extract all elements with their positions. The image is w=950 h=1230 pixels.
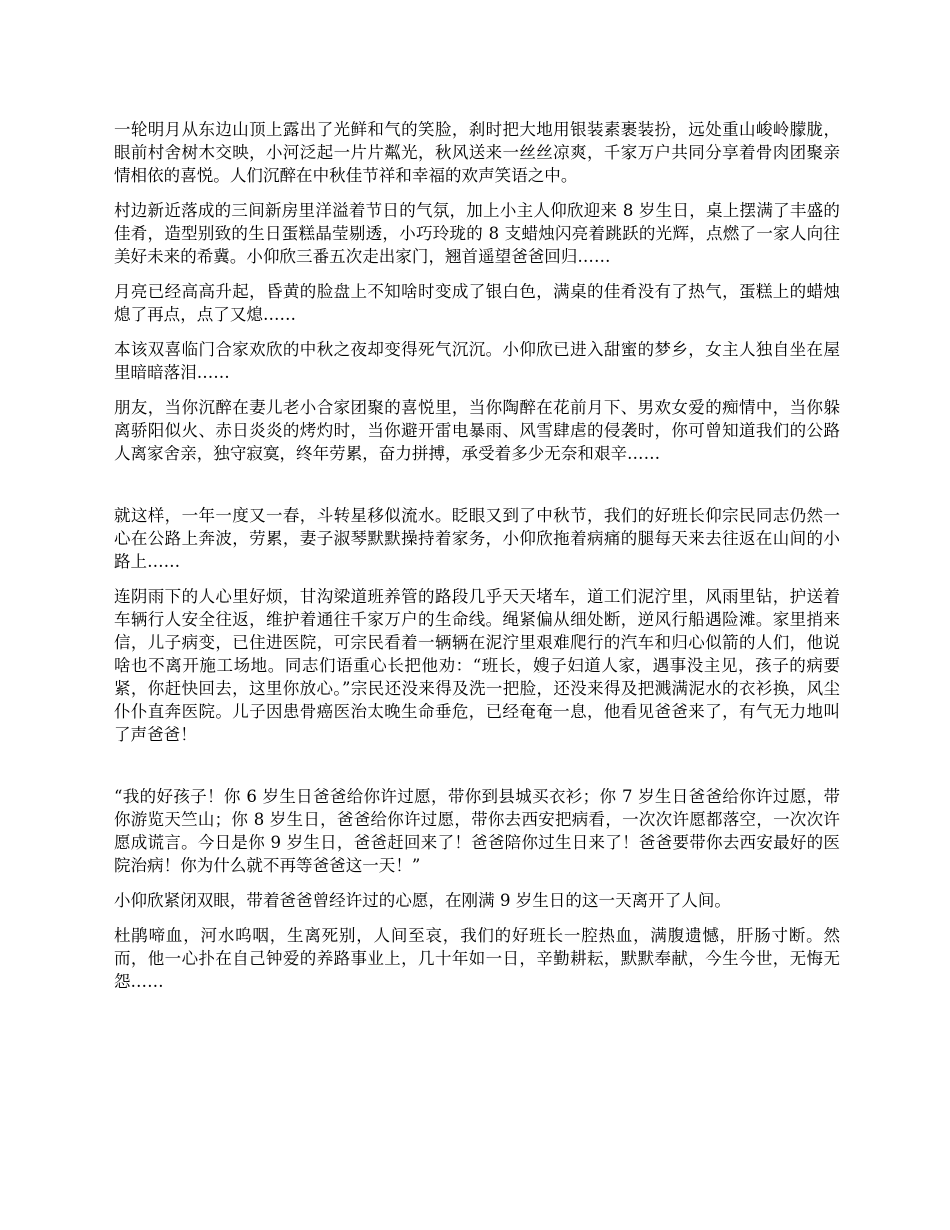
paragraph-9: 小仰欣紧闭双眼，带着爸爸曾经许过的心愿，在刚满 9 岁生日的这一天离开了人间。 — [114, 891, 731, 910]
paragraph-3: 月亮已经高高升起，昏黄的脸盘上不知啥时变成了银白色，满桌的佳肴没有了热气，蛋糕上的蜡烛熄了再点，点了又熄…… — [114, 282, 840, 324]
paragraph-4: 本该双喜临门合家欢欣的中秋之夜却变得死气沉沉。小仰欣已进入甜蜜的梦乡，女主人独自坐在屋里暗暗落泪…… — [114, 340, 840, 382]
paragraph-6: 就这样，一年一度又一春，斗转星移似流水。眨眼又到了中秋节，我们的好班长仰宗民同志仍然一心在公路上奔波，劳累，妻子淑琴默默操持着家务，小仰欣拖着病痛的腿每天来去往返在山间的小路上…… — [114, 506, 840, 571]
paragraph-7: 连阴雨下的人心里好烦，甘沟梁道班养管的路段几乎天天堵车，道工们泥泞里，风雨里钻，护送着车辆行人安全往返，维护着通往千家万户的生命线。绳紧偏从细处断，逆风行船遇险滩。家里捎来信，儿子病变，已住进医院，可宗民看着一辆辆在泥泞里艰难爬行的汽车和归心似箭的人们，他说啥也不离开施工场地。同志们语重心长把他劝：“班长，嫂子妇道人家，遇事没主见，孩子的病要紧，你赶快回去，这里你放心。”宗民还没来得及洗一把脸，还没来得及把溅满泥水的衣衫换，风尘仆仆直奔医院。儿子因患骨癌医治太晚生命垂危，已经奄奄一息，他看见爸爸来了，有气无力地叫了声爸爸！ — [114, 587, 840, 744]
paragraph-8: “我的好孩子！你 6 岁生日爸爸给你许过愿，带你到县城买衣衫；你 7 岁生日爸爸给你许过愿，带你游览天竺山；你 8 岁生日，爸爸给你许过愿，带你去西安把病看，一次次许愿都落空，一次次许愿成谎言。今日是你 9 岁生日，爸爸赶回来了！爸爸陪你过生日来了！爸爸要带你去西安最好的医院治病！你为什么就不再等爸爸这一天！” — [114, 787, 840, 875]
paragraph-2: 村边新近落成的三间新房里洋溢着节日的气氛，加上小主人仰欣迎来 8 岁生日，桌上摆满了丰盛的佳肴，造型别致的生日蛋糕晶莹剔透，小巧玲珑的 8 支蜡烛闪亮着跳跃的光辉，点燃了一家人向往美好未来的希冀。小仰欣三番五次走出家门，翘首遥望爸爸回归…… — [114, 201, 840, 266]
section-gap — [114, 758, 840, 785]
paragraph-5: 朋友，当你沉醉在妻儿老小合家团聚的喜悦里，当你陶醉在花前月下、男欢女爱的痴情中，当你躲离骄阳似火、赤日炎炎的烤灼时，当你避开雷电暴雨、风雪肆虐的侵袭时，你可曾知道我们的公路人离家舍亲，独守寂寞，终年劳累，奋力拼搏，承受着多少无奈和艰辛…… — [114, 398, 840, 463]
paragraph-10: 杜鹃啼血，河水呜咽，生离死别，人间至哀，我们的好班长一腔热血，满腹遗憾，肝肠寸断。然而，他一心扑在自己钟爱的养路事业上，几十年如一日，辛勤耕耘，默默奉献，今生今世，无悔无怨…… — [114, 926, 840, 991]
paragraph-1: 一轮明月从东边山顶上露出了光鲜和气的笑脸，刹时把大地用银装素裹装扮，远处重山峻岭朦胧，眼前村舍树木交映，小河泛起一片片粼光，秋风送来一丝丝凉爽，千家万户共同分享着骨肉团聚亲情相依的喜悦。人们沉醉在中秋佳节祥和幸福的欢声笑语之中。 — [114, 120, 840, 185]
section-gap — [114, 477, 840, 504]
document-body — [114, 118, 840, 1005]
